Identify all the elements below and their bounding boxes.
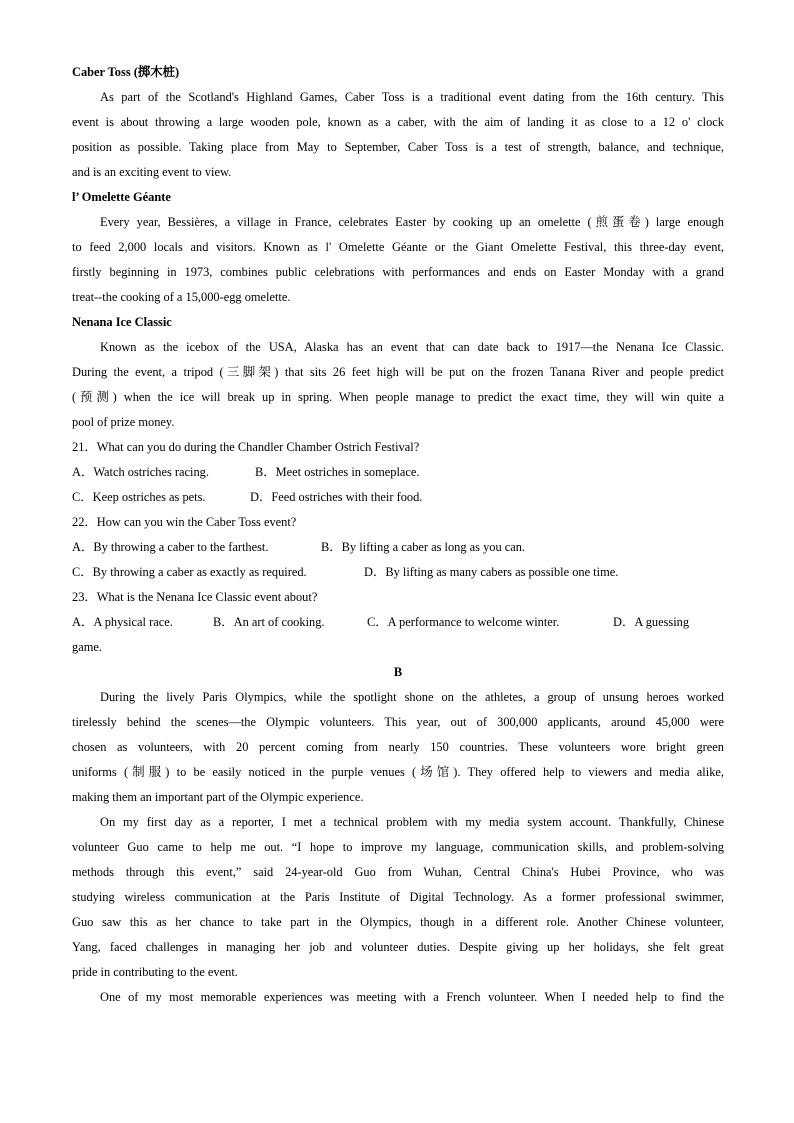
section-heading-caber: Caber Toss (掷木桩) — [72, 65, 180, 79]
option-d: D．Feed ostriches with their food. — [250, 490, 423, 504]
question-21-options-row-2 — [72, 485, 724, 510]
option-a: A．A physical race. — [72, 615, 173, 629]
part-b-title: B — [393, 665, 403, 679]
paragraph-line: uniforms (制服) to be easily noticed in the purple venues (场馆). They offered help to viewers and media alike, — [72, 765, 724, 779]
question-22-stem: 22．How can you win the Caber Toss event? — [72, 515, 297, 529]
document-page — [72, 60, 724, 1010]
option-b: B．Meet ostriches in someplace. — [255, 465, 420, 479]
option-d: D．By lifting as many cabers as possible one time. — [364, 565, 619, 579]
paragraph-line: One of my most memorable experiences was meeting with a French volunteer. When I needed help to find the — [100, 990, 724, 1004]
section-heading-nenana: Nenana Ice Classic — [72, 315, 172, 329]
paragraph-line: (预测) when the ice will break up in spring. When people manage to predict the exact time, they will win quite a — [72, 390, 724, 404]
paragraph-line: firstly beginning in 1973, combines public celebrations with performances and ends on Easter Monday with a grand — [72, 265, 724, 279]
paragraph-line: pool of prize money. — [72, 415, 175, 429]
question-23-stem: 23．What is the Nenana Ice Classic event about? — [72, 590, 318, 604]
question-21-options-row-1 — [72, 460, 724, 485]
question-22-options-row-1 — [72, 535, 724, 560]
paragraph-line: event is about throwing a large wooden pole, known as a caber, with the aim of landing it as close to a 12 o' clock — [72, 115, 724, 129]
question-23-options-row — [72, 610, 724, 635]
paragraph-line: and is an exciting event to view. — [72, 165, 232, 179]
option-c: C．By throwing a caber as exactly as required. — [72, 565, 307, 579]
paragraph-line: studying wireless communication at the Paris Institute of Digital Technology. As a former professional swimmer, — [72, 890, 724, 904]
option-a: A．By throwing a caber to the farthest. — [72, 540, 269, 554]
paragraph-line: volunteer Guo came to help me out. “I hope to improve my language, communication skills, and problem-solving — [72, 840, 724, 854]
paragraph-line: During the lively Paris Olympics, while the spotlight shone on the athletes, a group of unsung heroes worked — [100, 690, 724, 704]
option-c: C．Keep ostriches as pets. — [72, 490, 206, 504]
paragraph-line: methods through this event,” said 24-year-old Guo from Wuhan, Central China's Hubei Province, who was — [72, 865, 724, 879]
option-d: D．A guessing — [613, 615, 690, 629]
question-21-stem: 21．What can you do during the Chandler Chamber Ostrich Festival? — [72, 440, 420, 454]
paragraph-line: On my first day as a reporter, I met a technical problem with my media system account. Thankfully, Chinese — [100, 815, 724, 829]
section-heading-omelette: l’ Omelette Géante — [72, 190, 171, 204]
paragraph-line: As part of the Scotland's Highland Games, Caber Toss is a traditional event dating from the 16th century. This — [100, 90, 724, 104]
paragraph-line: During the event, a tripod (三脚架) that sits 26 feet high will be put on the frozen Tanana River and people predict — [72, 365, 724, 379]
paragraph-line: treat--the cooking of a 15,000-egg omelette. — [72, 290, 291, 304]
option-d-continued: game. — [72, 640, 102, 654]
paragraph-line: Guo saw this as her chance to take part in the Olympics, though in a different role. Another Chinese volunteer, — [72, 915, 724, 929]
option-b: B．By lifting a caber as long as you can. — [321, 540, 526, 554]
paragraph-line: position as possible. Taking place from May to September, Caber Toss is a test of strength, balance, and technique, — [72, 140, 724, 154]
paragraph-line: pride in contributing to the event. — [72, 965, 238, 979]
paragraph-line: Known as the icebox of the USA, Alaska has an event that can date back to 1917—the Nenana Ice Classic. — [100, 340, 724, 354]
paragraph-line: Yang, faced challenges in managing her job and volunteer duties. Despite giving up her holidays, she felt great — [72, 940, 724, 954]
option-a: A．Watch ostriches racing. — [72, 465, 209, 479]
paragraph-line: tirelessly behind the scenes—the Olympic volunteers. This year, out of 300,000 applicants, around 45,000 were — [72, 715, 724, 729]
paragraph-line: to feed 2,000 locals and visitors. Known as l' Omelette Géante or the Giant Omelette Festival, this three-day event, — [72, 240, 724, 254]
paragraph-line: making them an important part of the Olympic experience. — [72, 790, 364, 804]
paragraph-line: Every year, Bessières, a village in France, celebrates Easter by cooking up an omelette (煎蛋卷) large enough — [100, 215, 724, 229]
paragraph-line: chosen as volunteers, with 20 percent coming from nearly 150 countries. These volunteers wore bright green — [72, 740, 724, 754]
question-22-options-row-2 — [72, 560, 724, 585]
option-b: B．An art of cooking. — [213, 615, 325, 629]
option-c: C．A performance to welcome winter. — [367, 615, 560, 629]
